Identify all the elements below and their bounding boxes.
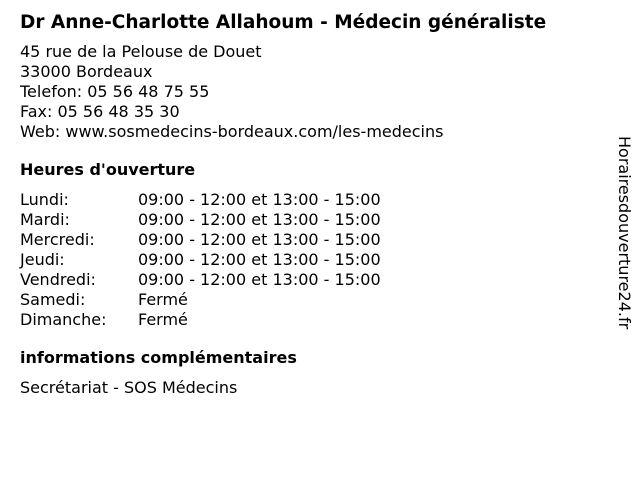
opening-hours-table: [20, 190, 600, 330]
hours-row-sunday: [20, 310, 600, 330]
additional-info-text: Secrétariat - SOS Médecins: [20, 378, 238, 397]
doctor-info-card: [20, 10, 600, 398]
phone-number: Telefon: 05 56 48 75 55: [20, 82, 210, 101]
contact-block: [20, 42, 600, 142]
site-watermark: Horairesdouverture24.fr: [615, 136, 634, 330]
opening-hours-heading: Heures d'ouverture: [20, 160, 196, 179]
hours-row-wednesday: [20, 230, 600, 250]
additional-info-heading: informations complémentaires: [20, 348, 297, 367]
website: Web: www.sosmedecins-bordeaux.com/les-medecins: [20, 122, 444, 141]
hours-row-monday: [20, 190, 600, 210]
hours-row-thursday: [20, 250, 600, 270]
hours-value: Fermé: [138, 310, 188, 329]
address-street: 45 rue de la Pelouse de Douet: [20, 42, 262, 61]
fax-number: Fax: 05 56 48 35 30: [20, 102, 180, 121]
hours-value: 09:00 - 12:00 et 13:00 - 15:00: [138, 190, 381, 209]
day-label: Jeudi:: [20, 250, 65, 269]
hours-value: Fermé: [138, 290, 188, 309]
hours-value: 09:00 - 12:00 et 13:00 - 15:00: [138, 250, 381, 269]
hours-value: 09:00 - 12:00 et 13:00 - 15:00: [138, 230, 381, 249]
day-label: Mercredi:: [20, 230, 95, 249]
hours-value: 09:00 - 12:00 et 13:00 - 15:00: [138, 270, 381, 289]
day-label: Dimanche:: [20, 310, 107, 329]
day-label: Vendredi:: [20, 270, 96, 289]
day-label: Mardi:: [20, 210, 70, 229]
hours-row-saturday: [20, 290, 600, 310]
hours-row-friday: [20, 270, 600, 290]
hours-value: 09:00 - 12:00 et 13:00 - 15:00: [138, 210, 381, 229]
day-label: Lundi:: [20, 190, 69, 209]
address-city: 33000 Bordeaux: [20, 62, 153, 81]
day-label: Samedi:: [20, 290, 86, 309]
page-title: Dr Anne-Charlotte Allahoum - Médecin généraliste: [20, 12, 547, 33]
hours-row-tuesday: [20, 210, 600, 230]
